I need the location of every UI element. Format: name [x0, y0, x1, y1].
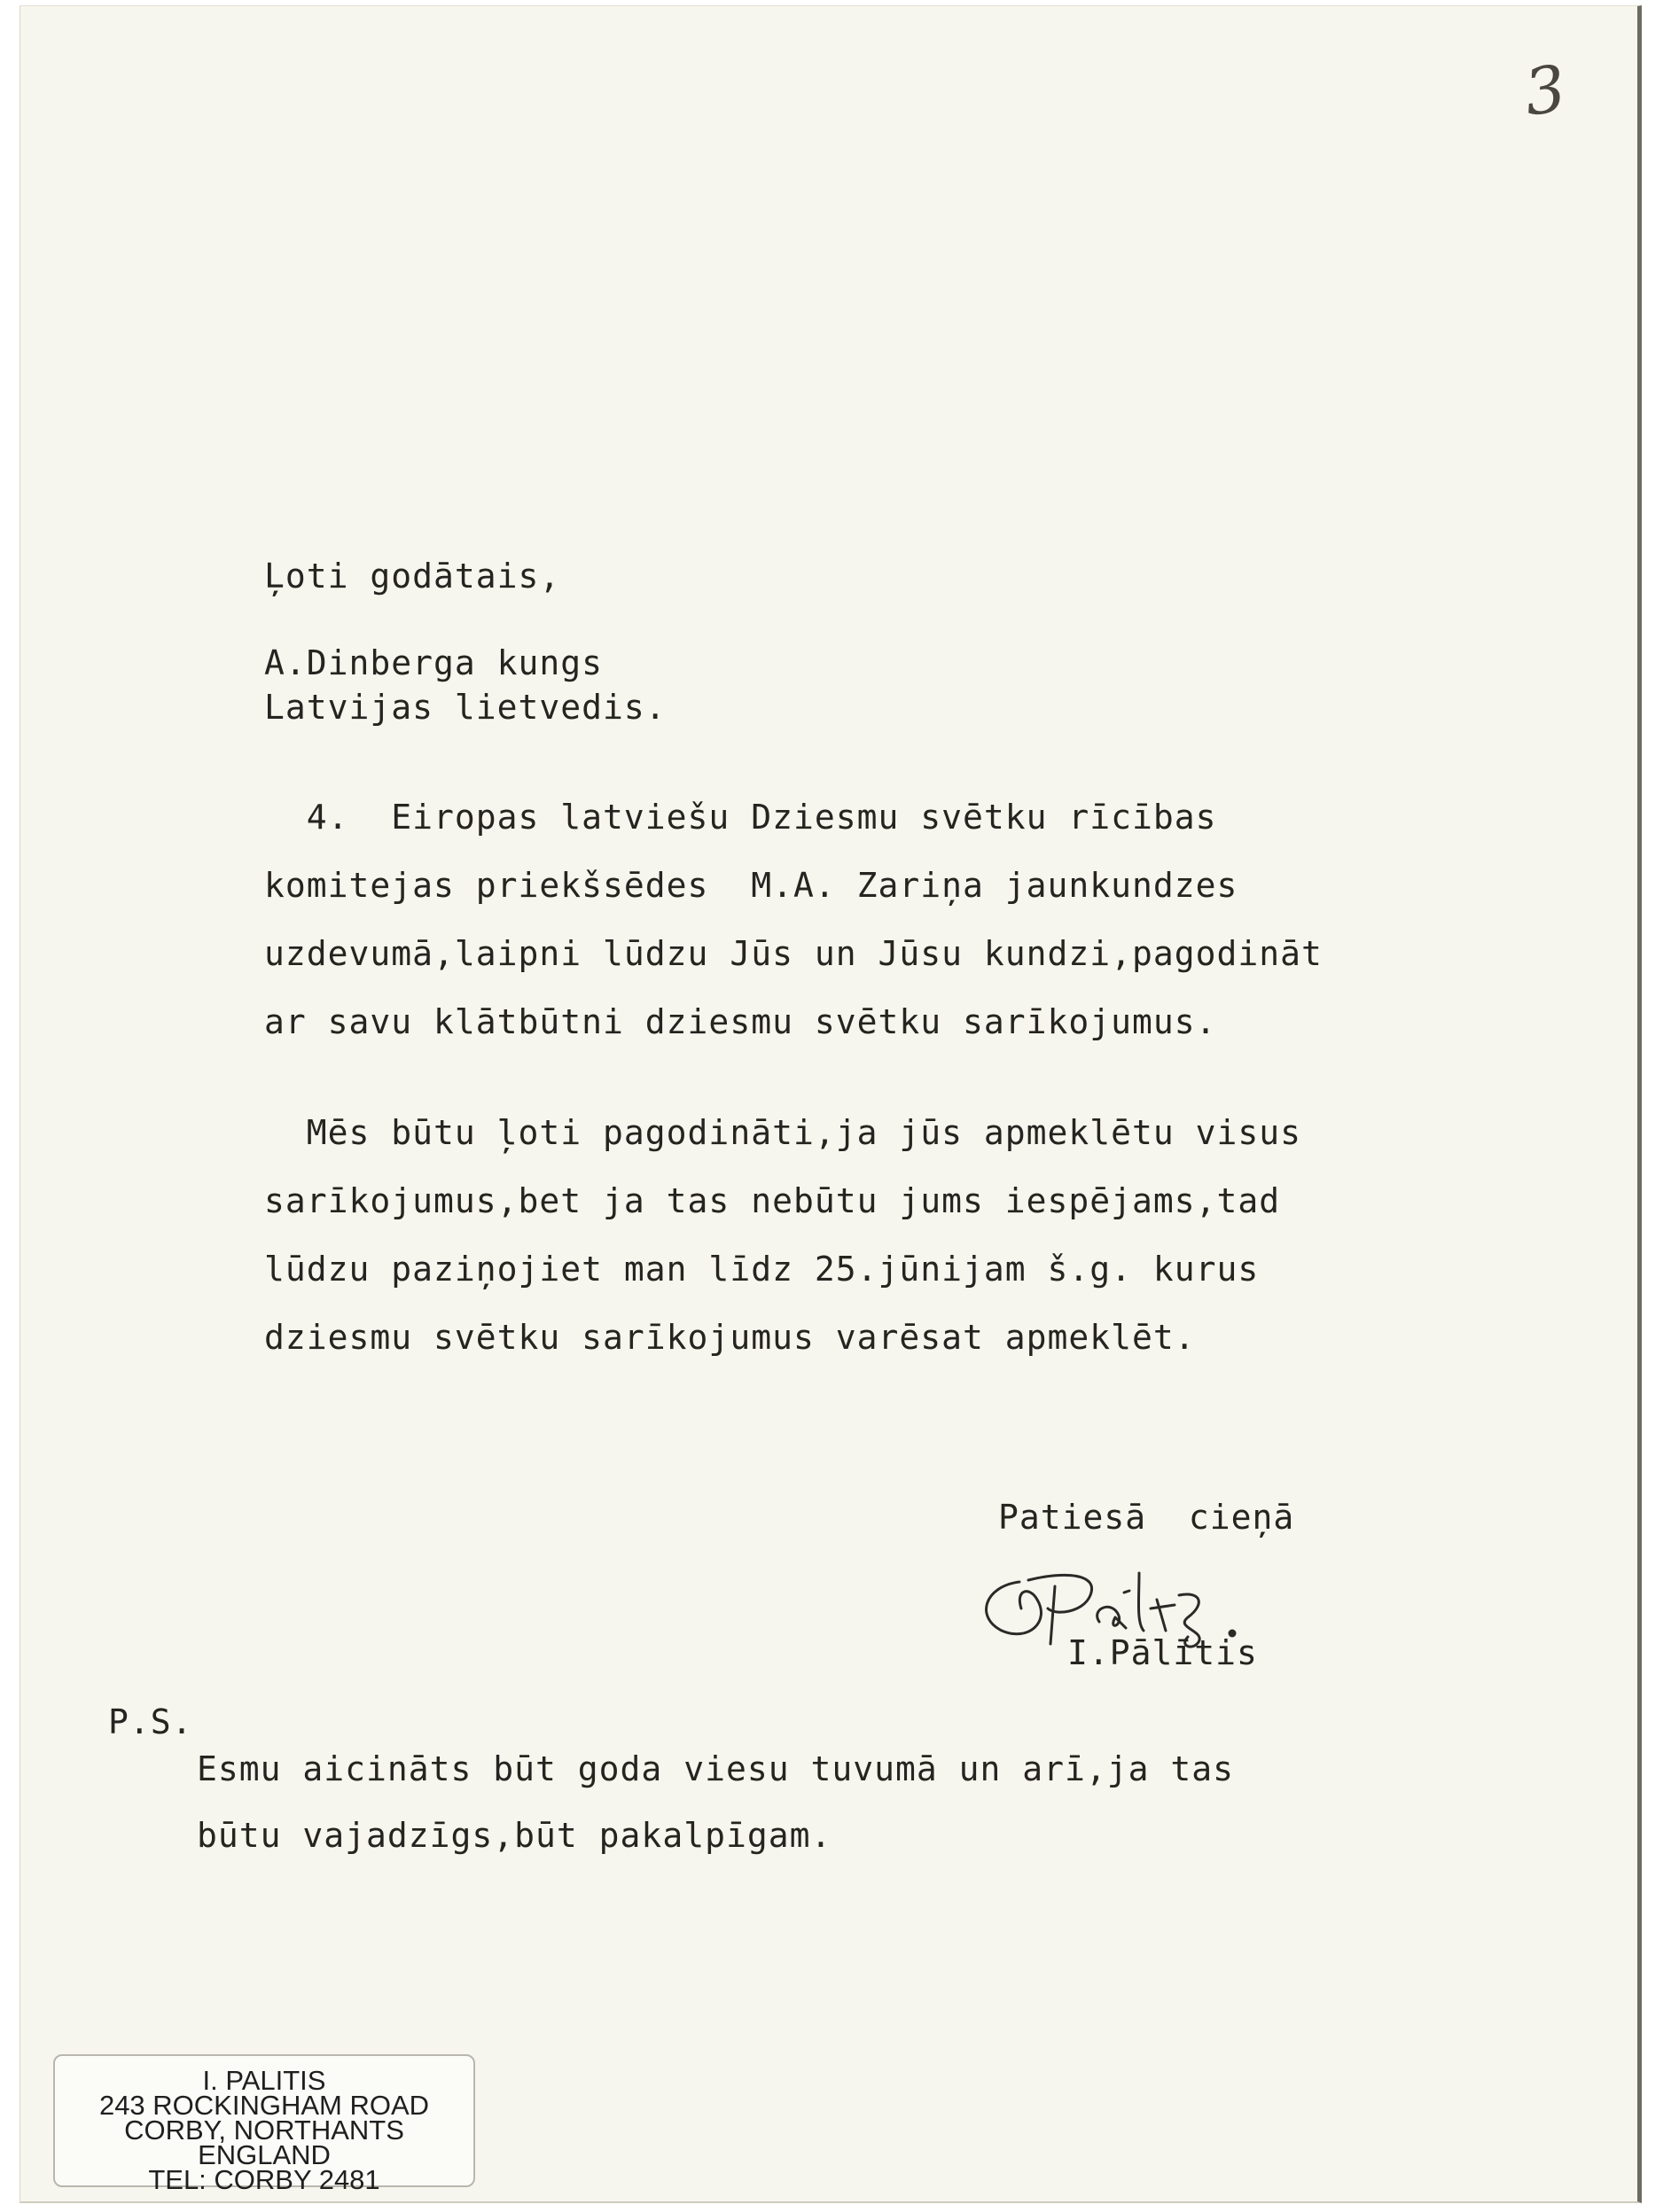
salutation: Ļoti godātais, — [264, 557, 561, 596]
signer-name: I.Pālītis — [1067, 1633, 1258, 1672]
address-line: I. PALITIS — [202, 2065, 326, 2096]
paragraph2-line: lūdzu paziņojiet man līdz 25.jūnijam š.g. kurus — [264, 1250, 1260, 1289]
address-line: CORBY, NORTHANTS — [124, 2115, 404, 2146]
postscript-line: Esmu aicināts būt goda viesu tuvumā un arī,ja tas — [197, 1749, 1235, 1788]
postscript-line: būtu vajadzīgs,būt pakalpīgam. — [197, 1816, 832, 1855]
paragraph1-line: 4. Eiropas latviešu Dziesmu svētku rīcības — [264, 798, 1217, 837]
closing: Patiesā cieņā — [998, 1498, 1295, 1537]
paragraph2-line: sarīkojumus,bet ja tas nebūtu jums iespējams,tad — [264, 1181, 1281, 1220]
paragraph2-line: Mēs būtu ļoti pagodināti,ja jūs apmeklētu visus — [264, 1113, 1302, 1152]
address-line: 243 ROCKINGHAM ROAD — [98, 2090, 430, 2121]
paper-sheet — [20, 5, 1642, 2203]
paragraph1-line: ar savu klātbūtni dziesmu svētku sarīkojumus. — [264, 1002, 1217, 1041]
page-number: 3 — [1519, 51, 1571, 130]
address-line: TEL: CORBY 2481 — [148, 2164, 380, 2195]
recipient-title: Latvijas lietvedis. — [264, 688, 667, 727]
paragraph1-line: komitejas priekšsēdes M.A. Zariņa jaunkundzes — [264, 866, 1238, 905]
recipient-name: A.Dinberga kungs — [264, 643, 604, 682]
paragraph1-line: uzdevumā,laipni lūdzu Jūs un Jūsu kundzi,pagodināt — [264, 934, 1323, 973]
address-line: ENGLAND — [198, 2139, 331, 2170]
paragraph2-line: dziesmu svētku sarīkojumus varēsat apmeklēt. — [264, 1318, 1196, 1357]
address-label — [53, 2054, 475, 2195]
postscript-label: P.S. — [108, 1702, 193, 1741]
